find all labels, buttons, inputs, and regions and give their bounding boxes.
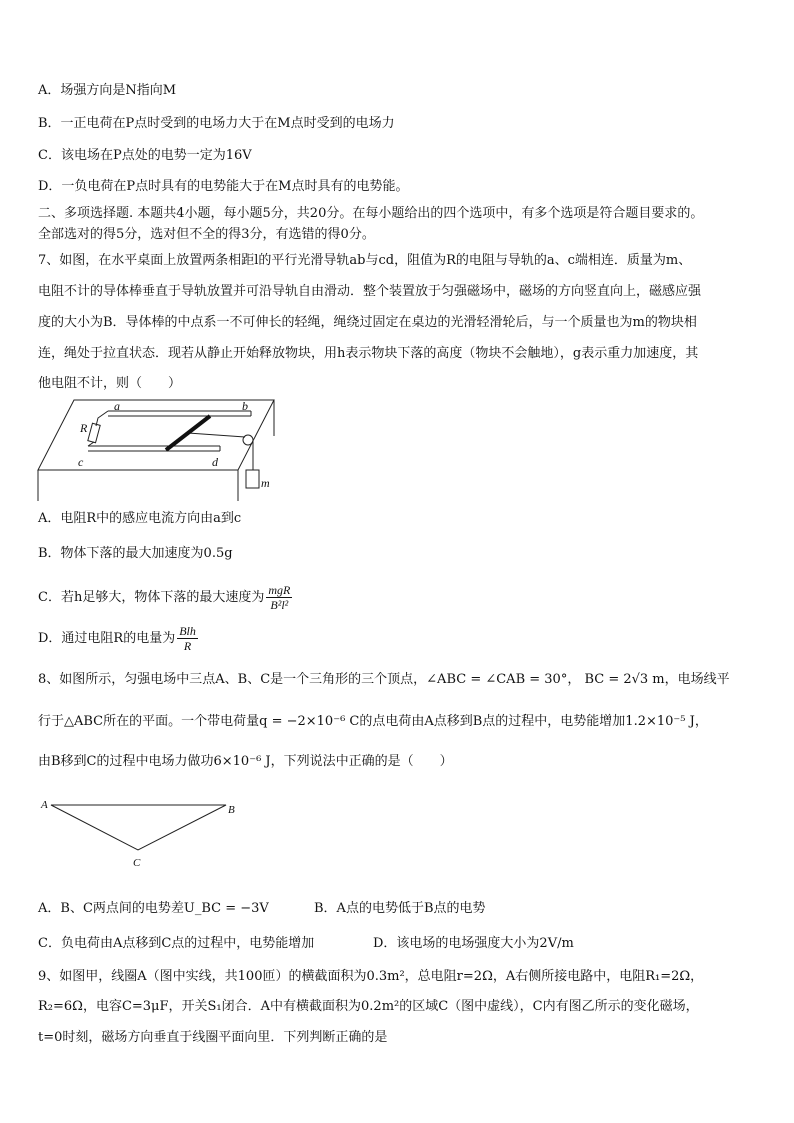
q7-stem-line5: 他电阻不计，则（ ）	[38, 376, 182, 391]
q9-stem-line1: 9、如图甲，线圈A（图中实线，共100匝）的横截面积为0.3m²，总电阻r=2Ω，A右侧所接电路中，电阻R₁=2Ω，	[38, 969, 704, 984]
label-d: d	[212, 455, 218, 469]
q6-option-a: A．场强方向是N指向M	[38, 83, 177, 98]
q7-stem-line4: 连，绳处于拉直状态．现若从静止开始释放物块，用h表示物块下落的高度（物块不会触地），g表示重力加速度，其	[38, 346, 699, 361]
fraction-numerator: mgR	[268, 583, 291, 597]
label-m: m	[261, 476, 270, 490]
q9-stem-line2: R₂=6Ω，电容C=3μF，开关S₁闭合．A中有横截面积为0.2m²的区域C（图中虚线），C内有图乙所示的变化磁场，	[38, 999, 699, 1014]
section2-heading-line2: 全部选对的得5分，选对但不全的得3分，有选错的得0分。	[38, 227, 375, 242]
q7-option-d-text: D．通过电阻R的电量为	[38, 631, 176, 646]
q7-stem-line3: 度的大小为B．导体棒的中点系一不可伸长的轻绳，绳绕过固定在桌边的光滑轻滑轮后，与一个质量也为m的物块相	[38, 315, 697, 330]
q8-stem-line1: 8、如图所示，匀强电场中三点A、B、C是一个三角形的三个顶点，∠ABC = ∠CAB = 30°， BC = 2√3 m，电场线平	[38, 672, 730, 687]
q6-option-b: B．一正电荷在P点时受到的电场力大于在M点时受到的电场力	[38, 116, 395, 131]
fraction-numerator: Blh	[179, 624, 196, 638]
q7-stem-line2: 电阻不计的导体棒垂直于导轨放置并可沿导轨自由滑动．整个装置放于匀强磁场中，磁场的方向竖直向上，磁感应强	[38, 284, 702, 299]
q7-rail-figure	[36, 398, 286, 506]
section2-heading-line1: 二、多项选择题. 本题共4小题，每小题5分，共20分。在每小题给出的四个选项中，有多个选项是符合题目要求的。	[38, 206, 704, 221]
q8-option-d: D．该电场的电场强度大小为2V/m	[373, 936, 574, 951]
q7-option-c-text: C．若h足够大，物体下落的最大速度为	[38, 590, 265, 605]
q8-option-b: B．A点的电势低于B点的电势	[314, 901, 486, 916]
pulley	[243, 435, 253, 445]
label-R: R	[80, 421, 88, 435]
q7-option-a: A．电阻R中的感应电流方向由a到c	[38, 511, 242, 526]
label-a: a	[114, 399, 120, 413]
q8-option-a: A．B、C两点间的电势差U_BC = −3V	[38, 901, 269, 916]
q7-option-d-fraction	[177, 624, 198, 653]
q9-stem-line3: t=0时刻，磁场方向垂直于线圈平面向里．下列判断正确的是	[38, 1030, 388, 1045]
q7-option-c-fraction	[266, 583, 292, 612]
q8-stem-line3: 由B移到C的过程中电场力做功6×10⁻⁶ J，下列说法中正确的是（ ）	[38, 754, 453, 769]
label-B: B	[228, 804, 235, 816]
q6-option-d: D．一负电荷在P点时具有的电势能大于在M点时具有的电势能。	[38, 179, 409, 194]
q7-option-d	[38, 623, 198, 655]
q6-option-c: C．该电场在P点处的电势一定为16V	[38, 148, 252, 163]
label-C: C	[133, 857, 141, 869]
triangle-abc	[51, 805, 226, 850]
resistor-body	[88, 423, 100, 442]
q7-option-c	[38, 582, 292, 614]
q8-stem-line2: 行于△ABC所在的平面。一个带电荷量q = −2×10⁻⁶ C的点电荷由A点移到B点的过程中，电势能增加1.2×10⁻⁵ J，	[38, 714, 708, 729]
label-A: A	[41, 800, 48, 811]
conductor-rod	[166, 416, 210, 450]
fraction-denominator: B²l²	[270, 598, 289, 612]
hanging-block	[246, 470, 259, 488]
q8-option-c: C．负电荷由A点移到C点的过程中，电势能增加	[38, 936, 315, 951]
label-c: c	[78, 455, 84, 469]
q8-triangle-figure	[36, 800, 246, 875]
pull-rope	[188, 433, 245, 437]
fraction-denominator: R	[183, 639, 192, 653]
label-b: b	[242, 399, 248, 413]
q7-stem-line1: 7、如图，在水平桌面上放置两条相距l的平行光滑导轨ab与cd，阻值为R的电阻与导轨的a、c端相连．质量为m、	[38, 253, 692, 268]
q7-option-b: B．物体下落的最大加速度为0.5g	[38, 546, 233, 561]
